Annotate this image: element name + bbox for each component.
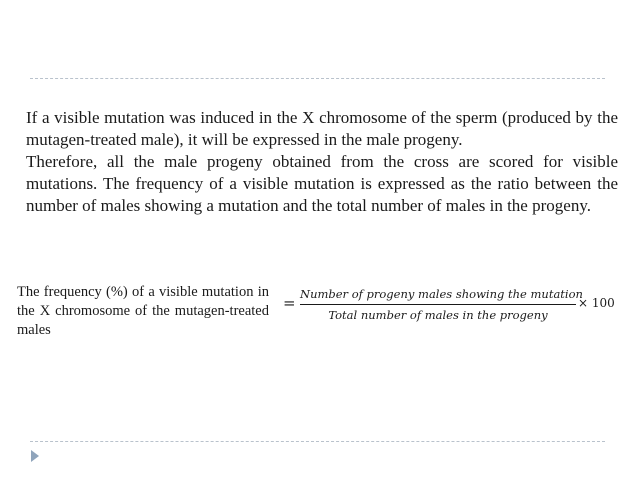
main-text-block [26, 107, 618, 217]
equals-sign: = [283, 294, 296, 312]
frequency-label: The frequency (%) of a visible mutation in the X chromosome of the mutagen-treated males [17, 284, 269, 338]
frequency-fraction [300, 287, 583, 322]
bottom-divider [30, 441, 605, 442]
multiplier: × 100 [578, 296, 615, 310]
top-divider [30, 78, 605, 79]
fraction-numerator: Number of progeny males showing the mutation [300, 287, 583, 301]
paragraph-expression: If a visible mutation was induced in the X chromosome of the sperm (produced by the mutagen-treated male), it will be expressed in the male progeny. [26, 108, 618, 149]
triangle-bullet-icon [31, 450, 39, 462]
fraction-denominator: Total number of males in the progeny [328, 308, 548, 322]
paragraph-scoring: Therefore, all the male progeny obtained from the cross are scored for visible mutations. The frequency of a visible mutation is expressed as the ratio between the number of males showing a mutation and the total number of males in the progeny. [26, 152, 618, 215]
